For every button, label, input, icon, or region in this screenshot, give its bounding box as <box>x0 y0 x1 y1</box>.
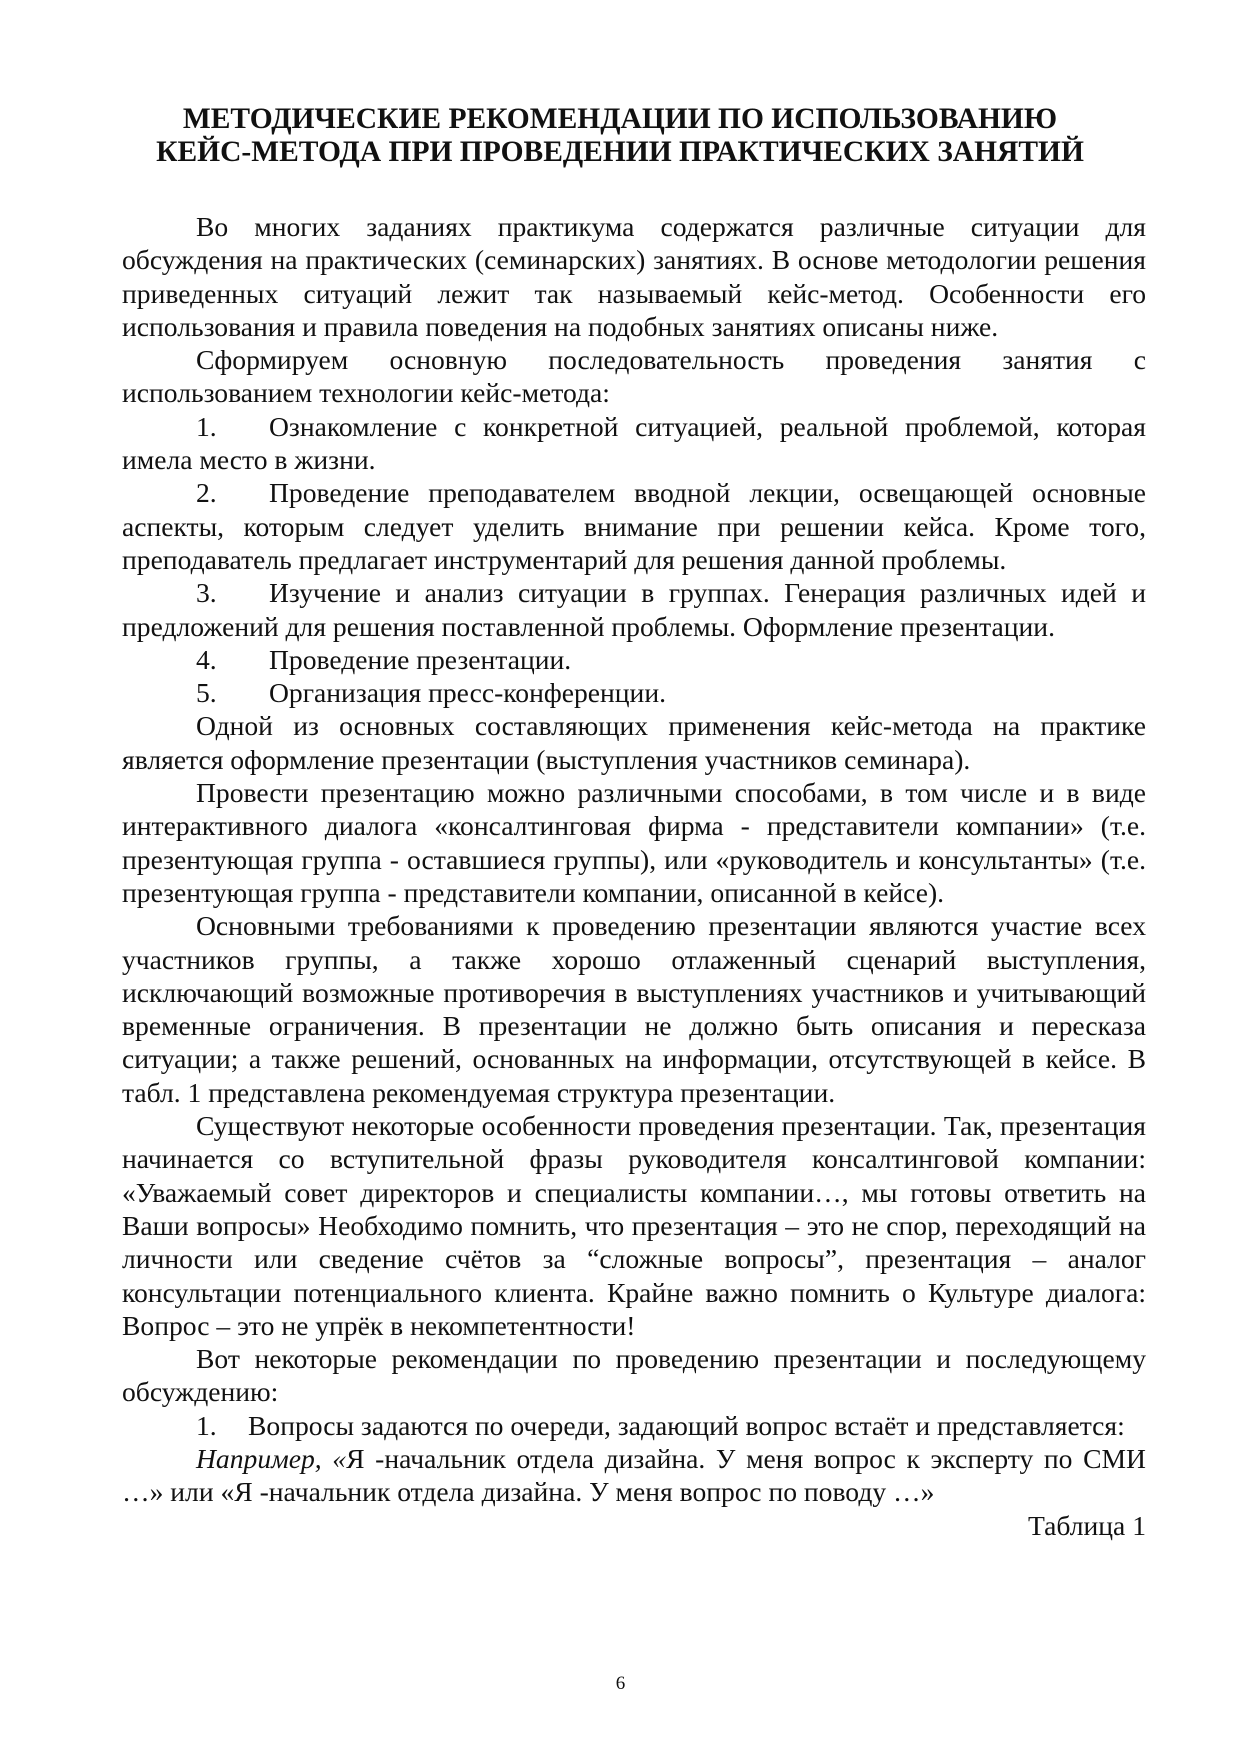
list-item-text: Изучение и анализ ситуации в группах. Генерация различных идей и предложений для решения поставленной проблемы. Оформление презентации. <box>122 577 1146 642</box>
rule-number: 1. <box>196 1409 217 1441</box>
paragraph-intro: Во многих заданиях практикума содержатся различные ситуации для обсуждения на практических (семинарских) занятиях. В основе методологии решения приведенных ситуаций лежит так называемый кейс-метод. Особенности его использования и правила поведения на подобных занятиях описаны ниже. <box>122 211 1146 342</box>
list-item-number: 5. <box>196 677 217 709</box>
list-item <box>122 676 1146 709</box>
paragraph-requirements: Основными требованиями к проведению презентации являются участие всех участников группы, а также хорошо отлаженный сценарий выступления, исключающий возможные противоречия в выступлениях участников и учитывающий временные ограничения. В презентации не должно быть описания и пересказа ситуации; а также решений, основанных на информации, отсутствующей в кейсе. В табл. 1 представлена рекомендуемая структура презентации. <box>122 910 1146 1108</box>
paragraph-features: Существуют некоторые особенности проведения презентации. Так, презентация начинается со вступительной фразы руководителя консалтинговой компании: «Уважаемый совет директоров и специалисты компании…, мы готовы ответить на Ваши вопросы» Необходимо помнить, что презентация – это не спор, переходящий на личности или сведение счётов за “сложные вопросы”, презентация – аналог консультации потенциального клиента. Крайне важно помнить о Культуре диалога: Вопрос – это не упрёк в некомпетентности! <box>122 1110 1146 1341</box>
paragraph-recommendations: Вот некоторые рекомендации по проведению презентации и последующему обсуждению: <box>122 1343 1146 1408</box>
example-text: Я -начальник отдела дизайна. У меня вопрос к эксперту по СМИ …» или «Я -начальник отдела дизайна. У меня вопрос по поводу …» <box>122 1442 1146 1508</box>
body-text <box>122 210 1146 1542</box>
rule-text: Вопросы задаются по очереди, задающий вопрос встаёт и представляется: <box>248 1409 1125 1441</box>
list-item <box>122 643 1146 676</box>
paragraph-example <box>122 1442 1146 1509</box>
paragraph-sequence: Сформируем основную последовательность проведения занятия с использованием технологии кейс-метода: <box>122 344 1146 409</box>
list-item <box>122 476 1146 576</box>
title-line-1: МЕТОДИЧЕСКИЕ РЕКОМЕНДАЦИИ ПО ИСПОЛЬЗОВАНИЮ <box>182 103 1058 135</box>
paragraph-presentation-main: Одной из основных составляющих применения кейс-метода на практике является оформление презентации (выступления участников семинара). <box>122 710 1146 775</box>
example-label: Например, « <box>196 1442 347 1474</box>
title-line-2: КЕЙС-МЕТОДА ПРИ ПРОВЕДЕНИИ ПРАКТИЧЕСКИХ ЗАНЯТИЙ <box>156 136 1084 168</box>
list-item <box>122 576 1146 643</box>
paragraph-rule-1 <box>122 1409 1146 1442</box>
list-item-text: Проведение преподавателем вводной лекции, освещающей основные аспекты, которым следует уделить внимание при решении кейса. Кроме того, преподаватель предлагает инструментарий для решения данной проблемы. <box>122 477 1146 575</box>
page-title <box>120 103 1120 169</box>
list-item-number: 4. <box>196 643 217 675</box>
paragraph-presentation-ways: Провести презентацию можно различными способами, в том числе и в виде интерактивного диалога «консалтинговая фирма - представители компании» (т.е. презентующая группа - оставшиеся группы), или «руководитель и консультанты» (т.е. презентующая группа - представители компании, описанной в кейсе). <box>122 777 1146 908</box>
list-item-number: 1. <box>196 410 217 442</box>
list-item-number: 3. <box>196 577 217 609</box>
list-item-text: Организация пресс-конференции. <box>269 677 666 709</box>
page-number: 6 <box>615 1673 626 1694</box>
list-item-text: Проведение презентации. <box>269 643 572 675</box>
list-item-number: 2. <box>196 477 217 509</box>
list-item <box>122 410 1146 477</box>
list-item-text: Ознакомление с конкретной ситуацией, реальной проблемой, которая имела место в жизни. <box>122 410 1146 476</box>
table-caption: Таблица 1 <box>1027 1509 1146 1541</box>
